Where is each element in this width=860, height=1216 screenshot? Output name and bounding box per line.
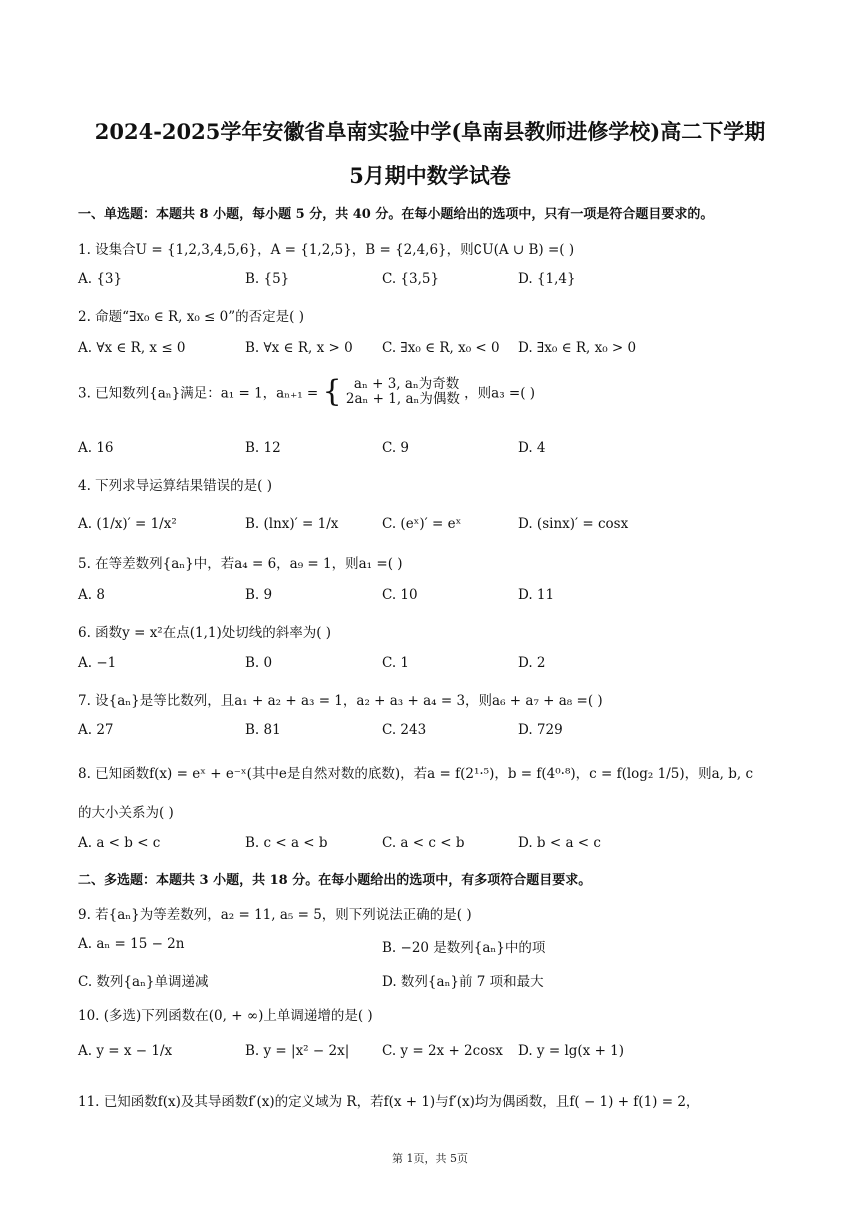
- question-6-option-d: D. 2: [518, 655, 546, 671]
- question-10-option-a: A. y = x − 1/x: [78, 1043, 173, 1059]
- question-10-option-c: C. y = 2x + 2cosx: [382, 1043, 503, 1059]
- section-multiple-choice-header: 二、多选题：本题共 3 小题，共 18 分。在每小题给出的选项中，有多项符合题目要求。: [78, 873, 592, 888]
- question-1-option-a: A. {3}: [78, 271, 123, 287]
- question-4-option-a: A. (1/x)′ = 1/x²: [78, 516, 177, 532]
- question-1-stem: 1. 设集合U = {1,2,3,4,5,6}，A = {1,2,5}，B = {2,4,6}，则∁U(A ∪ B) =( ): [78, 242, 575, 258]
- question-2-option-d: D. ∃x₀ ∈ R, x₀ > 0: [518, 340, 637, 356]
- question-7-option-c: C. 243: [382, 722, 427, 738]
- section-single-choice-header: 一、单选题：本题共 8 小题，每小题 5 分，共 40 分。在每小题给出的选项中，只有一项是符合题目要求的。: [78, 207, 714, 222]
- question-1-option-d: D. {1,4}: [518, 271, 576, 287]
- question-9-option-a: A. aₙ = 15 − 2n: [78, 936, 185, 952]
- question-7-option-d: D. 729: [518, 722, 563, 738]
- question-3-option-b: B. 12: [245, 440, 281, 456]
- exam-title-line2: 5月期中数学试卷: [349, 163, 511, 188]
- question-10-stem: 10. (多选)下列函数在(0, + ∞)上单调递增的是( ): [78, 1008, 373, 1024]
- question-2-option-b: B. ∀x ∈ R, x > 0: [245, 340, 353, 356]
- question-1-option-b: B. {5}: [245, 271, 290, 287]
- question-6-stem: 6. 函数y = x²在点(1,1)处切线的斜率为( ): [78, 625, 332, 641]
- piecewise-brace: {: [322, 374, 342, 409]
- question-9-stem: 9. 若{aₙ}为等差数列，a₂ = 11, a₅ = 5，则下列说法正确的是( ): [78, 907, 472, 923]
- question-8-option-b: B. c < a < b: [245, 835, 328, 851]
- question-8-stem-line1: 8. 已知函数f(x) = eˣ + e⁻ˣ(其中e是自然对数的底数)，若a = f(2¹·⁵)，b = f(4⁰·⁸)，c = f(log₂ 1/5)，则a, b, c: [78, 766, 754, 782]
- question-6-option-a: A. −1: [78, 655, 117, 671]
- question-11-stem: 11. 已知函数f(x)及其导函数f′(x)的定义域为 R，若f(x + 1)与f′(x)均为偶函数，且f( − 1) + f(1) = 2，: [78, 1094, 700, 1110]
- question-4-option-b: B. (lnx)′ = 1/x: [245, 516, 339, 532]
- question-1-option-c: C. {3,5}: [382, 271, 440, 287]
- exam-title-line1: 2024-2025学年安徽省阜南实验中学(阜南县教师进修学校)高二下学期: [94, 119, 766, 144]
- question-5-option-b: B. 9: [245, 587, 273, 603]
- question-8-option-c: C. a < c < b: [382, 835, 465, 851]
- question-3-option-c: C. 9: [382, 440, 410, 456]
- question-9-option-d: D. 数列{aₙ}前 7 项和最大: [382, 974, 544, 990]
- question-2-option-a: A. ∀x ∈ R, x ≤ 0: [78, 340, 186, 356]
- question-4-option-d: D. (sinx)′ = cosx: [518, 516, 629, 532]
- question-5-option-c: C. 10: [382, 587, 418, 603]
- question-4-stem: 4. 下列求导运算结果错误的是( ): [78, 478, 272, 494]
- question-6-option-c: C. 1: [382, 655, 410, 671]
- question-3-case-odd: aₙ + 3, aₙ为奇数: [353, 376, 460, 393]
- question-7-stem: 7. 设{aₙ}是等比数列，且a₁ + a₂ + a₃ = 1，a₂ + a₃ + a₄ = 3，则a₆ + a₇ + a₈ =( ): [78, 693, 603, 709]
- question-2-option-c: C. ∃x₀ ∈ R, x₀ < 0: [382, 340, 500, 356]
- question-10-option-b: B. y = |x² − 2x|: [245, 1043, 350, 1059]
- question-9-option-c: C. 数列{aₙ}单调递减: [78, 974, 209, 990]
- question-3-stem-post: ，则a₃ =( ): [464, 385, 536, 402]
- question-7-option-b: B. 81: [245, 722, 281, 738]
- question-5-option-d: D. 11: [518, 587, 555, 603]
- question-3-option-d: D. 4: [518, 440, 546, 456]
- question-5-option-a: A. 8: [78, 587, 105, 603]
- question-3-stem-pre: 3. 已知数列{aₙ}满足：a₁ = 1，aₙ₊₁ =: [78, 385, 319, 402]
- question-8-option-d: D. b < a < c: [518, 835, 601, 851]
- question-3-case-even: 2aₙ + 1, aₙ为偶数: [345, 390, 460, 407]
- question-9-option-b: B. −20 是数列{aₙ}中的项: [382, 940, 546, 956]
- question-4-option-c: C. (eˣ)′ = eˣ: [382, 516, 462, 532]
- question-8-option-a: A. a < b < c: [78, 835, 161, 851]
- page-footer: 第 1页，共 5页: [392, 1152, 468, 1165]
- question-6-option-b: B. 0: [245, 655, 273, 671]
- question-3-option-a: A. 16: [78, 440, 114, 456]
- question-7-option-a: A. 27: [78, 722, 114, 738]
- question-5-stem: 5. 在等差数列{aₙ}中，若a₄ = 6，a₉ = 1，则a₁ =( ): [78, 556, 403, 572]
- question-3-stem: [78, 374, 535, 409]
- question-2-stem: 2. 命题“∃x₀ ∈ R, x₀ ≤ 0”的否定是( ): [78, 309, 304, 325]
- question-3-piecewise: [346, 377, 460, 405]
- question-10-option-d: D. y = lg(x + 1): [518, 1043, 625, 1059]
- question-8-stem-line2: 的大小关系为( ): [78, 805, 174, 821]
